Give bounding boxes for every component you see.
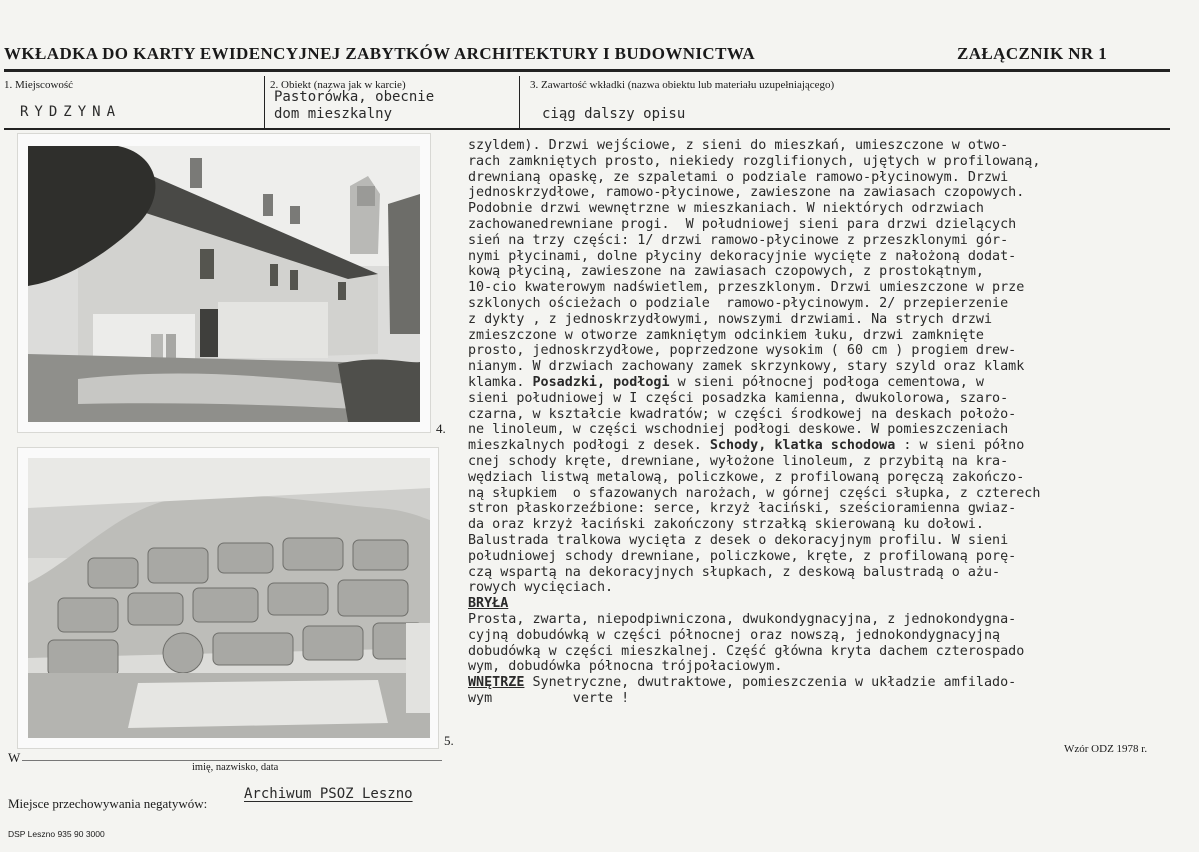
body-line: cyjną dobudówką w części północnej oraz nowszą, jednokondygnacyjną <box>468 627 1001 643</box>
photo-building-exterior <box>18 134 430 432</box>
field-divider-2 <box>519 76 520 130</box>
body-line: sieni południowej w I części posadzka kamienna, dwukolorowa, szaro- <box>468 390 1009 406</box>
annex-number: ZAŁĄCZNIK NR 1 <box>957 44 1108 63</box>
body-line: rowych wycięciach. <box>468 580 614 596</box>
body-line: cnej schody kręte, drewniane, wyłożone linoleum, z przybitą na kra- <box>468 453 1009 469</box>
content-label: 3. Zawartość wkładki (nazwa obiektu lub materiału uzupełniającego) <box>530 79 835 91</box>
body-line: wym, dobudówka północna trójpołaciowym. <box>468 659 783 675</box>
body-line: z dykty , z jednoskrzydłowymi, nowszymi drzwiami. Na strych drzwi <box>468 311 993 327</box>
body-line: wym verte ! <box>468 690 630 706</box>
body-line: zachowanedrewniane progi. W południowej sieni para drzwi dzielących <box>468 216 1017 232</box>
body-line: 10-cio kwaterowym nadświetlem, przeszklonym. Drzwi umieszczone w prze <box>468 280 1025 296</box>
body-line: południowej schody drewniane, policzkowe, kręte, z profilowaną porę- <box>468 548 1017 564</box>
body-line: wędziach listwą metalową, policzkowe, z profilowaną poręczą zakończo- <box>468 469 1025 485</box>
body-line: zmieszczone w otworze zamkniętym odcinkiem łuku, drzwi zamknięte <box>468 327 984 343</box>
body-line: nianym. W drzwiach zachowany zamek skrzynkowy, stary szyld oraz klamk <box>468 359 1025 375</box>
object-label: 2. Obiekt (nazwa jak w karcie) <box>270 79 406 91</box>
body-line: czarna, w kształcie kwadratów; w części środkowej na deskach położo- <box>468 406 1017 422</box>
field-divider-1 <box>264 76 265 130</box>
photo-wall-detail <box>18 448 438 748</box>
body-line: dobudówką w części mieszkalnej. Część główna kryta dachem czterospado <box>468 643 1025 659</box>
fields-rule <box>4 128 1170 130</box>
content-value: ciąg dalszy opisu <box>542 106 686 122</box>
photo-number-5: 5. <box>444 733 454 748</box>
body-line: prosto, jednoskrzydłowe, poprzedzone wysokim ( 60 cm ) progiem drew- <box>468 343 1017 359</box>
body-line: Prosta, zwarta, niepodpiwniczona, dwukondygnacyjna, z jednokondygna- <box>468 611 1017 627</box>
negatives-value: Archiwum PSOZ Leszno <box>244 786 413 802</box>
body-line: szyldem). Drzwi wejściowe, z sieni do mieszkań, umieszczone w otwo- <box>468 138 1009 153</box>
body-line: klamka. Posadzki, podłogi w sieni północnej podłoga cementowa, w <box>468 374 993 390</box>
signature-line <box>22 760 442 761</box>
body-line: mieszkalnych podłogi z desek. Schody, klatka schodowa : w sieni półno <box>468 438 1025 454</box>
body-line: Podobnie drzwi wewnętrzne w mieszkaniach. W niektórych odrzwiach <box>468 201 984 217</box>
body-line: BRYŁA <box>468 596 509 612</box>
header-rule <box>4 69 1170 72</box>
body-line: da oraz krzyż łaciński zakończony strzałką skierowaną ku dołowi. <box>468 517 984 533</box>
photo-number-4: 4. <box>436 421 446 436</box>
body-line: WNĘTRZE Synetryczne, dwutraktowe, pomieszczenia w układzie amfilado- <box>468 675 1017 691</box>
body-line: szklonych ościeżach o podziale ramowo-płycinowym. 2/ przepierzenie <box>468 295 1009 311</box>
object-value: Pastorówka, obecnie dom mieszkalny <box>274 89 435 122</box>
body-line: kową płyciną, zawieszone na zawiasach czopowych, z prostokątnym, <box>468 264 984 280</box>
print-info: DSP Leszno 935 90 3000 <box>8 829 105 839</box>
template-label: Wzór ODZ 1978 r. <box>1064 743 1148 755</box>
body-line: Balustrada tralkowa wycięta z desek o dekoracyjnym profilu. W sieni <box>468 532 1009 548</box>
body-line: czą wspartą na dekoracyjnych słupkach, z deskową balustradą o ażu- <box>468 564 1001 580</box>
body-line: stron płaskorzeźbione: serce, krzyż łaciński, sześcioramienna gwiaz- <box>468 501 1017 517</box>
body-line: drewnianą opaskę, ze szpaletami o podziale ramowo-płycinowym. Drzwi <box>468 169 1009 185</box>
body-line: ne linoleum, w części wschodniej podłogi deskowe. W pomieszczeniach <box>468 422 1009 438</box>
negatives-label: Miejsce przechowywania negatywów: <box>8 796 208 811</box>
body-line: ną słupkiem o sfazowanych narożach, w górnej części słupka, z czterech <box>468 485 1041 501</box>
body-line: rach zamkniętych prosto, niekiedy rozglifionych, ujętych w profilowaną, <box>468 153 1041 169</box>
signature-caption: imię, nazwisko, data <box>192 762 279 773</box>
body-line: nymi płycinami, dolne płyciny dekoracyjnie wycięte z nałożoną dodat- <box>468 248 1017 264</box>
body-line: sień na trzy części: 1/ drzwi ramowo-płycinowe z przeszklonymi gór- <box>468 232 1009 248</box>
description-body <box>468 138 1198 707</box>
body-line: jednoskrzydłowe, ramowo-płycinowe, zawieszone na zawiasach czopowych. <box>468 185 1025 201</box>
w-mark: W <box>8 750 21 765</box>
locality-value: RYDZYNA <box>20 104 122 120</box>
card-title: WKŁADKA DO KARTY EWIDENCYJNEJ ZABYTKÓW ARCHITEKTURY I BUDOWNICTWA <box>4 44 756 63</box>
locality-label: 1. Miejscowość <box>4 79 74 91</box>
